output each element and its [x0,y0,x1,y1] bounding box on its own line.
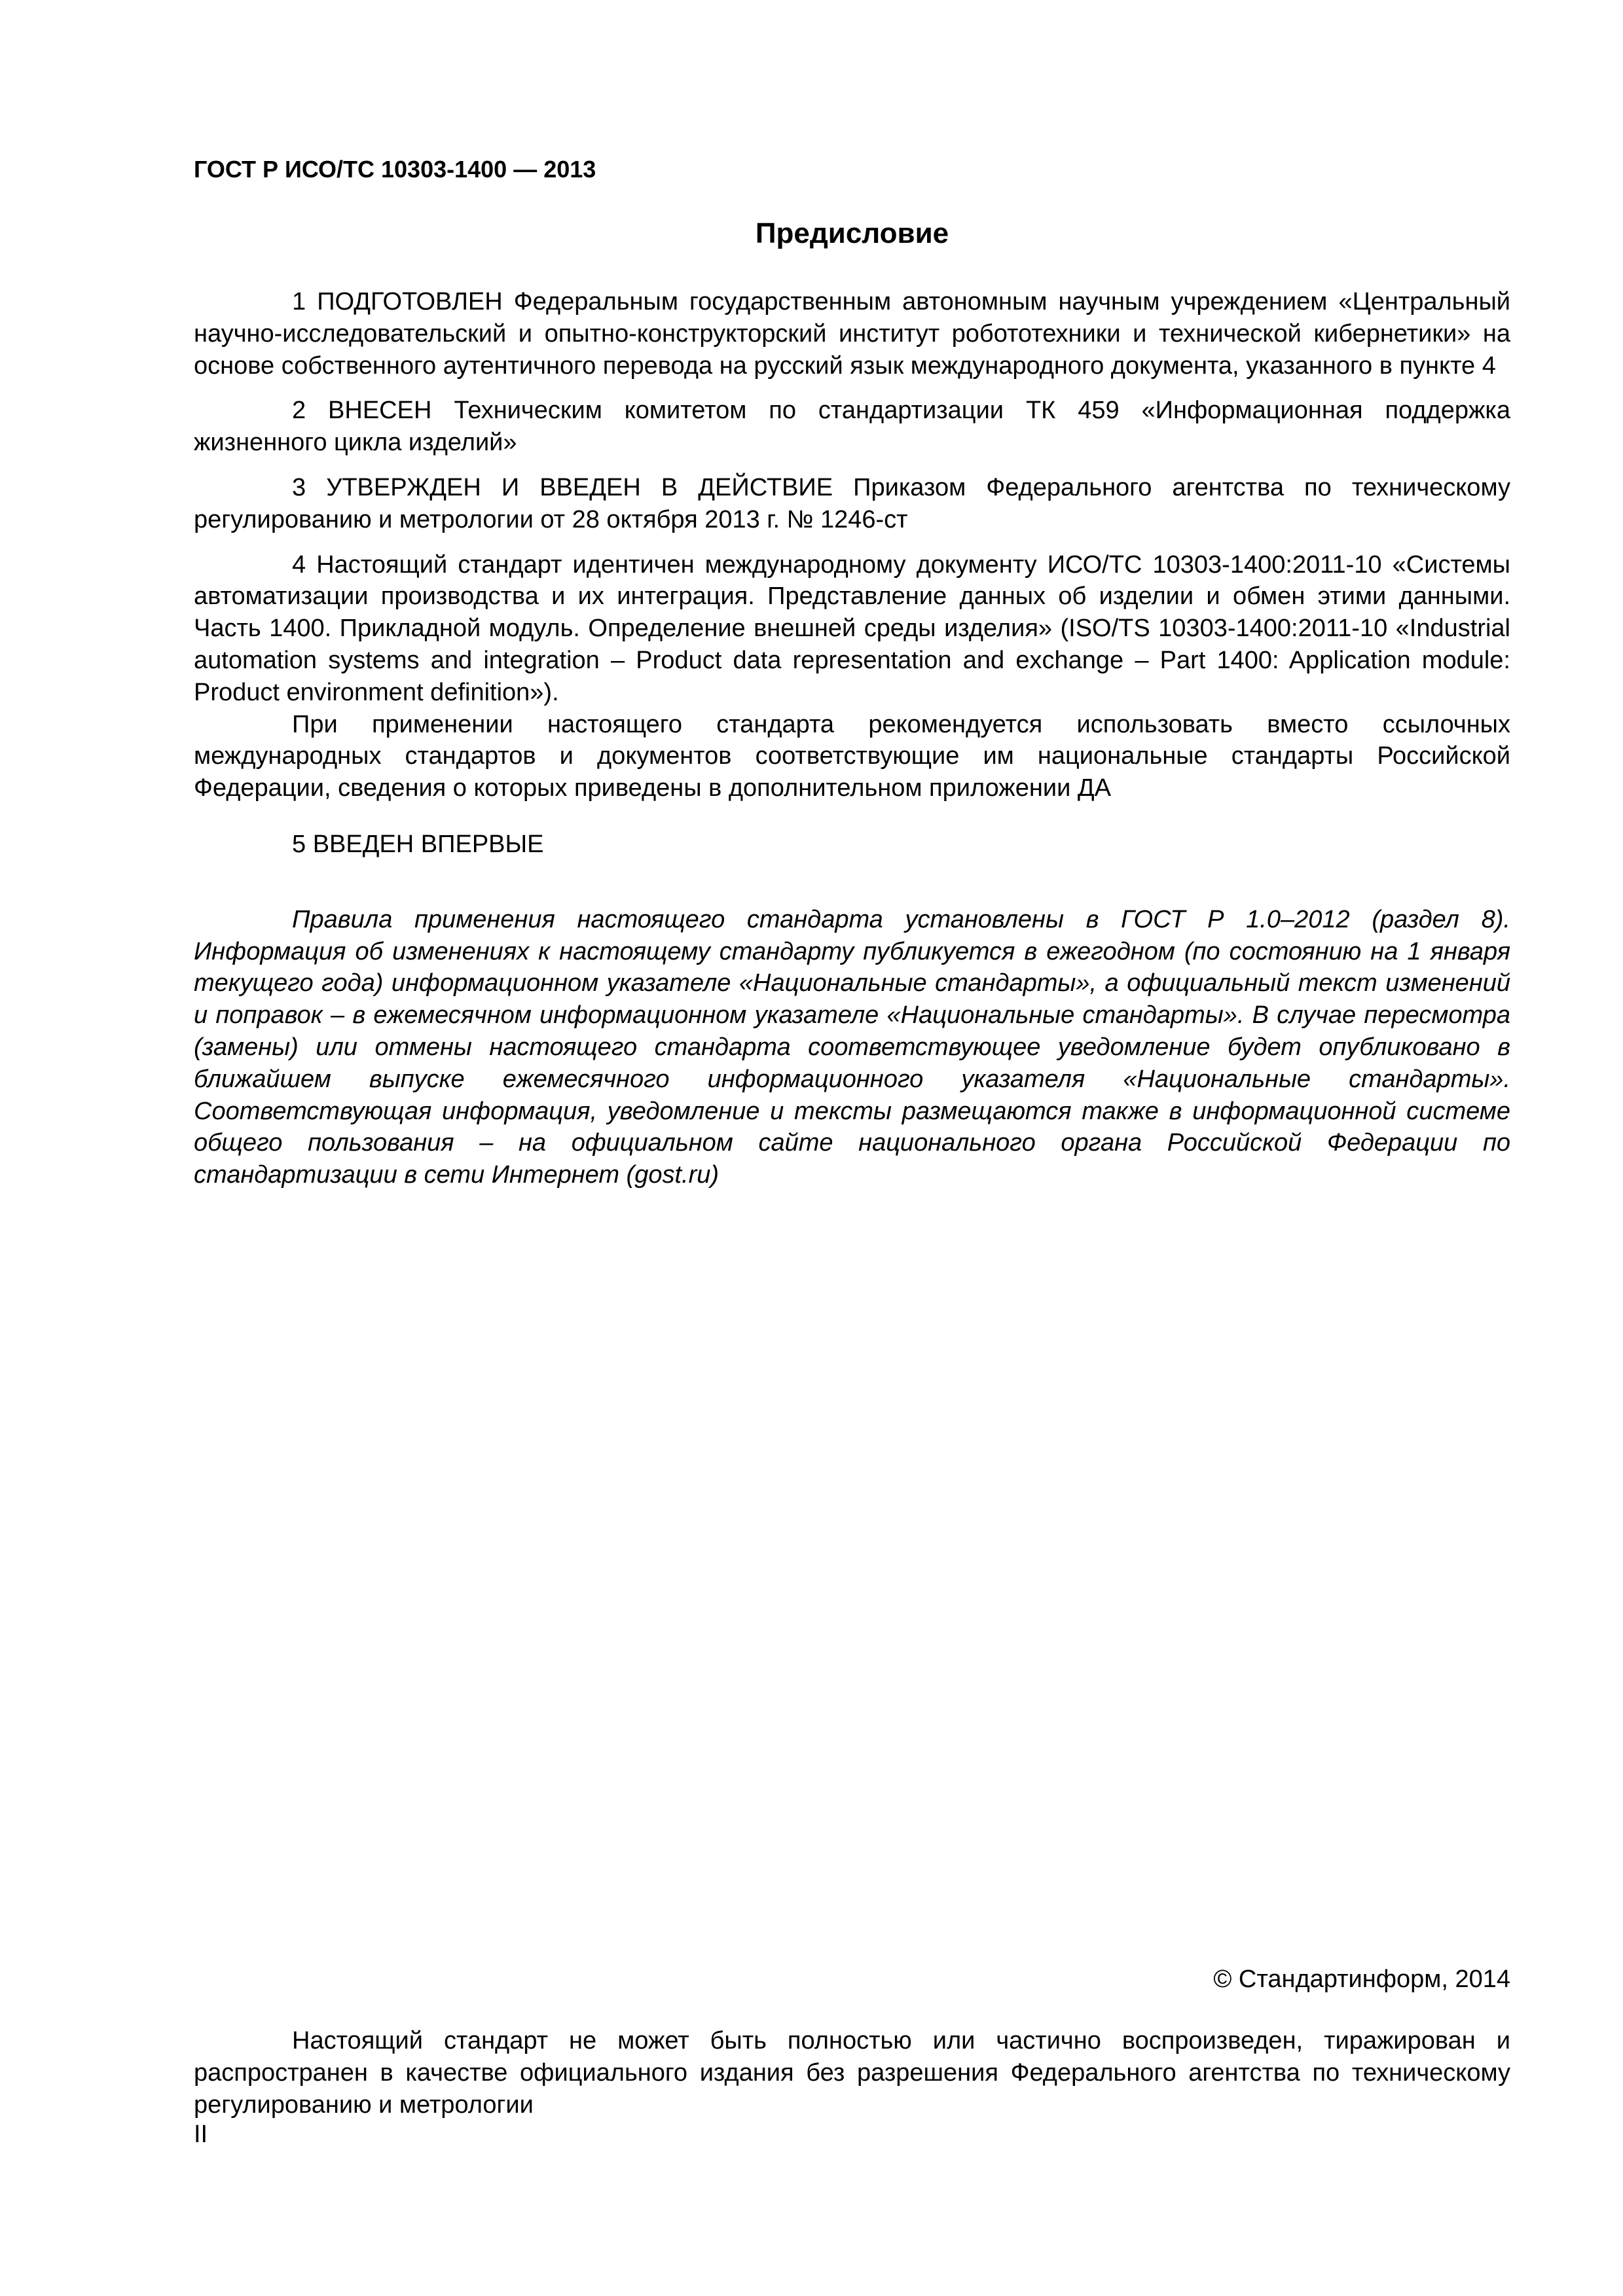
foreword-body [194,286,1510,1191]
standard-code-header: ГОСТ Р ИСО/ТС 10303-1400 — 2013 [194,156,596,183]
page-number: II [194,2121,208,2148]
paragraph-application-rules: Правила применения настоящего стандарта установлены в ГОСТ Р 1.0–2012 (раздел 8). Информация об изменениях к настоящему стандарту публикуется в ежегодном (по состоянию на 1 января текущего года) информационном указателе «Национальные стандарты», а официальный текст изменений и поправок – в ежемесячном информационном указателе «Национальные стандарты». В случае пересмотра (замены) или отмены настоящего стандарта соответствующее уведомление будет опубликовано в ближайшем выпуске ежемесячного информационного указателя «Национальные стандарты». Соответствующая информация, уведомление и тексты размещаются также в информационной системе общего пользования – на официальном сайте национального органа Российской Федерации по стандартизации в сети Интернет (gost.ru) [194,905,1510,1189]
paragraph-first-introduced: 5 ВВЕДЕН ВПЕРВЫЕ [292,830,544,858]
paragraph-references: При применении настоящего стандарта рекомендуется использовать вместо ссылочных международных стандартов и документов соответствующие им национальные стандарты Российской Федерации, сведения о которых приведены в дополнительном приложении ДА [194,710,1510,802]
paragraph-prepared: 1 ПОДГОТОВЛЕН Федеральным государственным автономным научным учреждением «Центральный научно-исследовательский и опытно-конструкторский институт робототехники и технической кибернетики» на основе собственного аутентичного перевода на русский язык международного документа, указанного в пункте 4 [194,288,1510,380]
reproduction-notice: Настоящий стандарт не может быть полностью или частично воспроизведен, тиражирован и распространен в качестве официального издания без разрешения Федерального агентства по техническому регулированию и метрологии [194,2027,1510,2119]
document-page [194,0,1510,2296]
page-title: Предисловие [755,217,949,249]
copyright-line: © Стандартинформ, 2014 [1213,1965,1510,1993]
paragraph-identical: 4 Настоящий стандарт идентичен международному документу ИСО/ТС 10303-1400:2011-10 «Системы автоматизации производства и их интеграция. Представление данных об изделии и обмен этими данными. Часть 1400. Прикладной модуль. Определение внешней среды изделия» (ISO/TS 10303-1400:2011-10 «Industrial automation systems and integration – Product data representation and exchange – Part 1400: Application module: Product environment definition»). [194,550,1510,706]
paragraph-approved: 3 УТВЕРЖДЕН И ВВЕДЕН В ДЕЙСТВИЕ Приказом Федерального агентства по техническому регулированию и метрологии от 28 октября 2013 г. № 1246-ст [194,473,1510,533]
paragraph-introduced: 2 ВНЕСЕН Техническим комитетом по стандартизации ТК 459 «Информационная поддержка жизненного цикла изделий» [194,397,1510,457]
